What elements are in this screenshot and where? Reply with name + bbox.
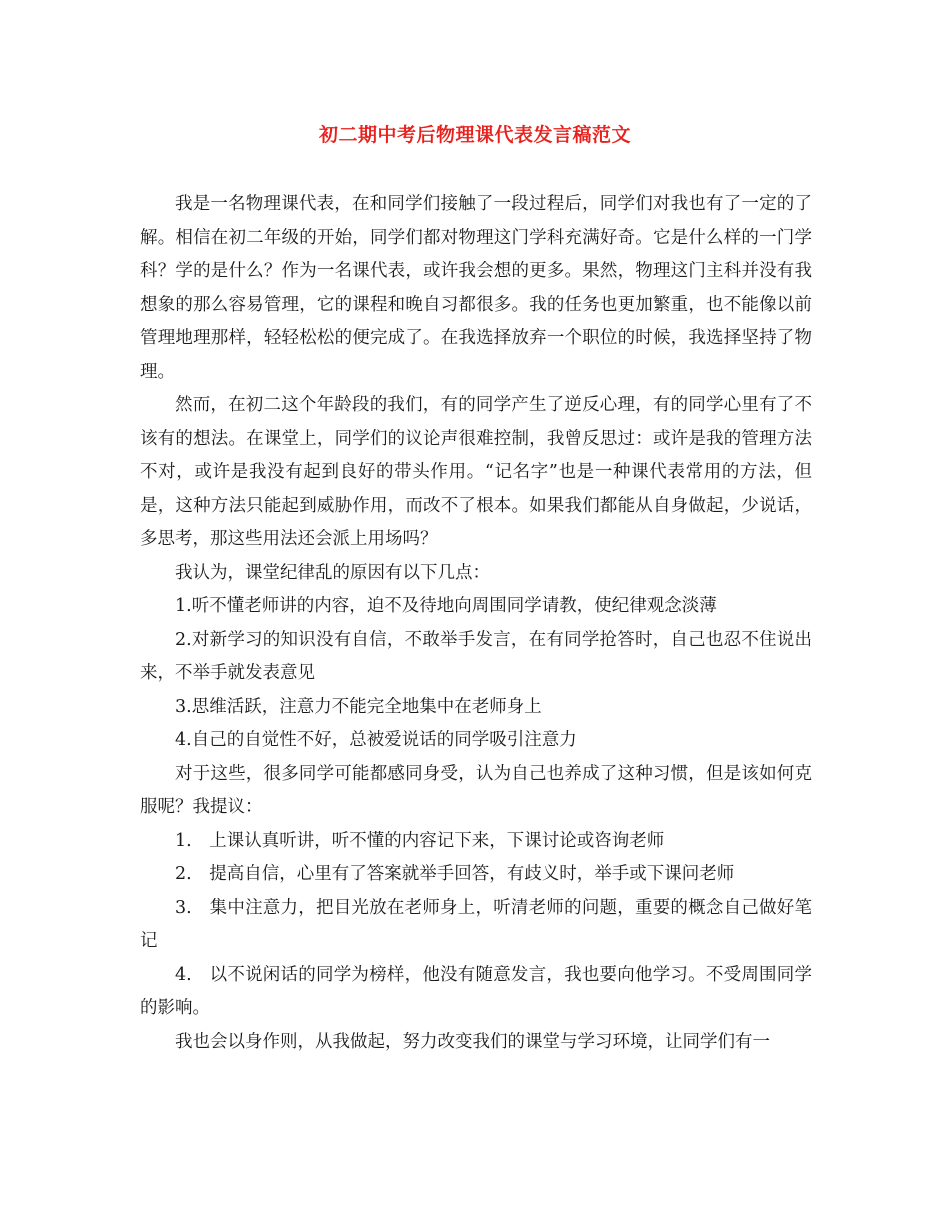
document-title: 初二期中考后物理课代表发言稿范文: [318, 124, 631, 146]
list-item-reason-1: 1.听不懂老师讲的内容，迫不及待地向周围同学请教，使纪律观念淡薄: [175, 596, 717, 616]
list-item-proposal-2: 2. 提高自信，心里有了答案就举手回答，有歧义时，举手或下课问老师: [175, 864, 735, 884]
list-item-proposal-3: 3. 集中注意力，把目光放在老师身上，听清老师的问题，重要的概念自己做好笔记: [140, 897, 812, 951]
paragraph-intro: 我是一名物理课代表，在和同学们接触了一段过程后，同学们对我也有了一定的了解。相信在初二年级的开始，同学们都对物理这门学科充满好奇。它是什么样的一门学科？学的是什么？作为一名课代表，或许我会想的更多。果然，物理这门主科并没有我想象的那么容易管理，它的课程和晚自习都很多。我的任务也更加繁重，也不能像以前管理地理那样，轻轻松松的便完成了。在我选择放弃一个职位的时候，我选择坚持了物理。: [140, 194, 812, 382]
paragraph-reasons-heading: 我认为，课堂纪律乱的原因有以下几点：: [175, 562, 490, 583]
paragraph-proposal-heading: 对于这些，很多同学可能都感同身受，认为自己也养成了这种习惯，但是该如何克服呢？我提议：: [140, 763, 812, 817]
paragraph-closing: 我也会以身作则，从我做起，努力改变我们的课堂与学习环境，让同学们有一: [175, 1031, 770, 1052]
paragraph-problem: 然而，在初二这个年龄段的我们，有的同学产生了逆反心理，有的同学心里有了不该有的想法。在课堂上，同学们的议论声很难控制，我曾反思过：或许是我的管理方法不对，或许是我没有起到良好的带头作用。“记名字”也是一种课代表常用的方法，但是，这种方法只能起到威胁作用，而改不了根本。如果我们都能从自身做起，少说话，多思考，那这些用法还会派上用场吗？: [140, 395, 812, 549]
list-item-reason-3: 3.思维活跃，注意力不能完全地集中在老师身上: [175, 696, 542, 717]
list-item-proposal-4: 4. 以不说闲话的同学为榜样，他没有随意发言，我也要向他学习。不受周围同学的影响。: [140, 964, 812, 1018]
list-item-proposal-1: 1. 上课认真听讲，听不懂的内容记下来，下课讨论或咨询老师: [175, 830, 665, 851]
document-body: [140, 188, 812, 1059]
list-item-reason-4: 4.自己的自觉性不好，总被爱说话的同学吸引注意力: [175, 730, 577, 750]
list-item-reason-2: 2.对新学习的知识没有自信，不敢举手发言，在有同学抢答时，自己也忍不住说出来，不举手就发表意见: [140, 629, 812, 683]
